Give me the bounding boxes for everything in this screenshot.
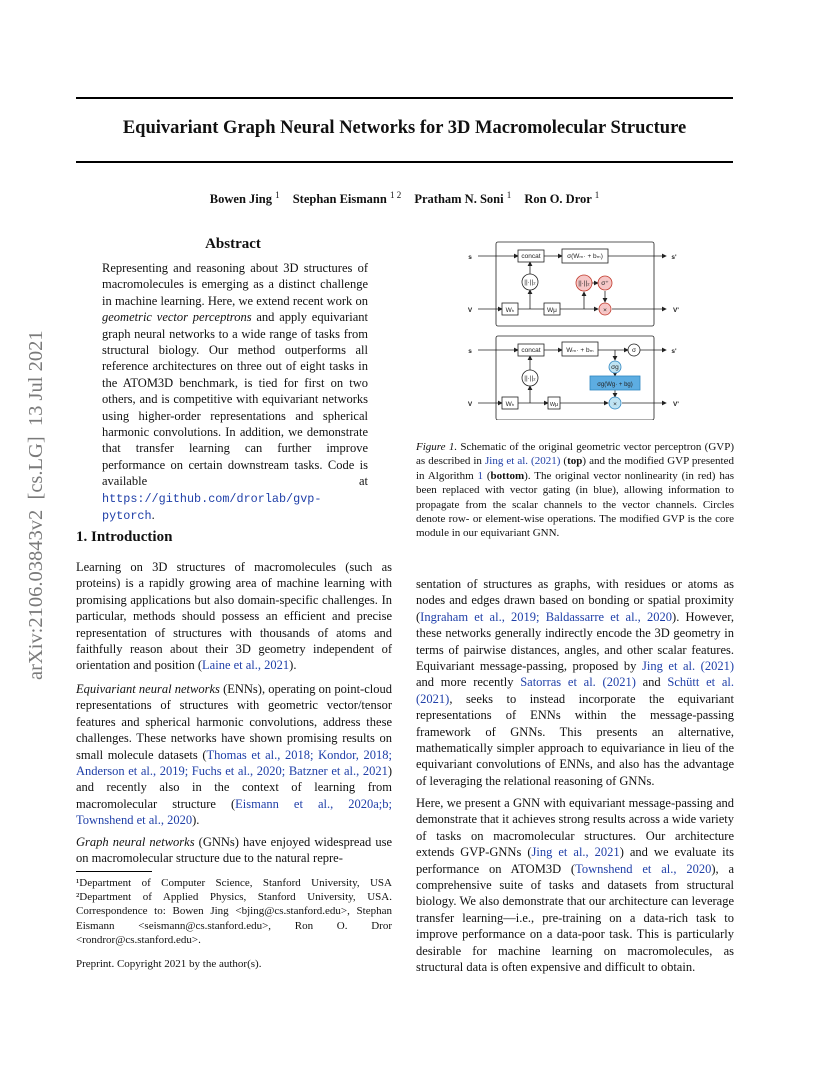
- author: Bowen Jing $^1$: [209, 190, 280, 207]
- input-v-label: V: [467, 401, 473, 408]
- title-bottom-rule: [76, 161, 733, 163]
- author: Stephan Eismann $^{1 2}$: [292, 190, 402, 207]
- affiliation-footnote: ¹Department of Computer Science, Stanford University, USA ²Department of Applied Physics, Stanford University, USA. Correspondence to: Bowen Jing <bjing@cs.stanford.edu>, Stephan Eismann <seismann@cs.stanford.edu>, Ron O. Dror <rondror@cs.stanford.edu>.: [76, 877, 392, 946]
- output-v-label: V': [673, 307, 679, 314]
- output-v-label: V': [673, 401, 679, 408]
- author: Pratham N. Soni $^1$: [414, 190, 512, 207]
- wh-label: Wₕ: [505, 307, 515, 314]
- norm-label: ||·||₂: [524, 375, 536, 382]
- preprint-notice: Preprint. Copyright 2021 by the author(s).: [76, 958, 262, 970]
- arxiv-id-text: arXiv:2106.03843v2 [cs.LG] 13 Jul 2021: [25, 330, 47, 680]
- intro-paragraph: Equivariant neural networks (ENNs), operating on point-cloud representations of structures with geometric vector/tensor features and spherical harmonic convolutions, address these challenges. These networks have shown promising results on small molecule datasets (Thomas et al., 2018; Kondor, 2018; Anderson et al., 2019; Fuchs et al., 2020; Batzner et al., 2021) and recently also in the context of learning from macromolecular structure (Eismann et al., 2020a;b; Townshend et al., 2020).: [76, 682, 393, 828]
- abstract-heading: Abstract: [205, 236, 261, 252]
- intro-paragraph: Graph neural networks (GNNs) have enjoyed widespread use on macromolecular structure due to the natural repre-: [76, 835, 392, 866]
- norm-label-red: ||·||₂: [578, 280, 590, 287]
- sigma-plus-label: σ⁺: [601, 280, 609, 287]
- abstract-body: Representing and reasoning about 3D structures of macromolecules is emerging as a distinct challenge in machine learning. Here, we extend recent work on geometric vector perceptrons and apply equivariant graph neural networks to a wide range of tasks from structural biology. Our method outperforms all reference architectures on three out of eight tasks in the ATOM3D benchmark, is tied for first on two others, and is competitive with equivariant networks using higher-order representations and spherical harmonic convolutions. In addition, we demonstrate that transfer learning can further improve performance on certain downstream tasks. Code is available at https://github.com/drorlab/gvp-pytorch.: [102, 261, 368, 524]
- citation-link[interactable]: Satorras et al. (2021): [520, 675, 636, 690]
- citation-link[interactable]: Thomas et al., 2018; Kondor, 2018; Anderson et al., 2019; Fuchs et al., 2020; Batzner et al., 2021: [76, 747, 392, 779]
- input-s-label: s: [468, 254, 472, 261]
- concat-label: concat: [521, 347, 541, 354]
- multiply-label: ×: [613, 401, 617, 408]
- wmu-label: Wμ: [547, 307, 557, 314]
- citation-link[interactable]: Laine et al., 2021: [202, 658, 290, 673]
- wh-label: Wₕ: [505, 401, 515, 408]
- citation-link[interactable]: Jing et al. (2021): [484, 455, 561, 468]
- gvp-schematic-figure: [458, 236, 690, 420]
- input-s-label: s: [468, 348, 472, 355]
- input-v-label: V: [467, 307, 473, 314]
- section-heading-introduction: 1. Introduction: [76, 529, 173, 545]
- output-s-label: s': [671, 254, 677, 261]
- right-column-paragraph: sentation of structures as graphs, with residues or atoms as nodes and edges drawn based on bonding or spatial proximity (Ingraham et al., 2019; Baldassarre et al., 2020). However, these networks generally indirectly encode the 3D geometry in terms of pairwise distances, angles, and other scalar features. Equivariant message-passing, proposed by Jing et al. (2021) and more recently Satorras et al. (2021) and Schütt et al. (2021), seeks to instead incorporate the equivariant representations of ENNs within the message-passing framework of GNNs. This presents an alternative, mathematically simpler approach to equivariance in lieu of the equivariant convolutions of ENNs, and also has the advantage of leveraging the relational reasoning of GNNs.: [416, 577, 734, 788]
- citation-link[interactable]: Jing et al. (2021): [642, 659, 734, 674]
- intro-paragraph: Learning on 3D structures of macromolecules (such as proteins) is a rapidly growing area of machine learning with promising applications but also domain-specific challenges. In particular, methods should possess an efficient and precise representation of structures with thousands of atoms and faithfully reason about their 3D geometry independent of orientation and position (Laine et al., 2021).: [76, 560, 392, 673]
- sigma-label: σ: [631, 347, 637, 354]
- code-link[interactable]: https://github.com/drorlab/gvp-pytorch: [102, 491, 322, 524]
- algorithm-link[interactable]: 1: [477, 469, 484, 482]
- output-s-label: s': [671, 348, 677, 355]
- footnote-rule: [76, 871, 152, 872]
- author: Ron O. Dror $^1$: [524, 190, 600, 207]
- citation-link[interactable]: Ingraham et al., 2019; Baldassarre et al., 2020: [420, 609, 673, 624]
- citation-link[interactable]: Eismann et al., 2020a;b; Townshend et al., 2020: [76, 796, 393, 828]
- arxiv-side-identifier: [22, 290, 48, 680]
- wmu-label: Wμ: [549, 402, 559, 408]
- sigma-gate-label: σg(Wg· + bg): [597, 382, 633, 388]
- paper-title: Equivariant Graph Neural Networks for 3D Macromolecular Structure: [122, 118, 687, 138]
- wm-bm-label: Wₘ· + bₘ: [566, 347, 594, 354]
- title-top-rule: [76, 97, 733, 99]
- citation-link[interactable]: Jing et al., 2021: [531, 845, 620, 860]
- author-list: [76, 190, 733, 207]
- sigma-g-label: σg: [611, 364, 619, 371]
- sigma-wm-label: σ(Wₘ· + bₘ): [567, 253, 603, 260]
- citation-link[interactable]: Schütt et al. (2021): [416, 675, 734, 706]
- citation-link[interactable]: Townshend et al., 2020: [575, 861, 712, 876]
- right-column-paragraph: Here, we present a GNN with equivariant message-passing and demonstrate that it achieves strong results across a wide variety of tasks on macromolecular structures. Our architecture extends GVP-GNNs (Jing et al., 2021) and we evaluate its performance on ATOM3D (Townshend et al., 2020), a comprehensive suite of tasks and datasets from structural biology. We also demonstrate that our architecture can leverage transfer learning—i.e., pre-training on a data-rich task to improve performance on a data-poor task. This is particularly desirable for machine learning on macromolecules, as structural data is often expensive and difficult to obtain.: [416, 796, 734, 975]
- norm-label: ||·||₂: [524, 279, 536, 286]
- concat-label: concat: [521, 253, 541, 260]
- multiply-label: ×: [603, 307, 607, 314]
- figure-caption: Figure 1. Schematic of the original geometric vector perceptron (GVP) as described in Jing et al. (2021) (top) and the modified GVP presented in Algorithm 1 (bottom). The original vector nonlinearity (in red) has been replaced with vector gating (in blue), allowing information to propagate from the scalar channels to the vector channels. Circles denote row- or element-wise operations. The modified GVP is the core module in our equivariant GNN.: [416, 441, 734, 540]
